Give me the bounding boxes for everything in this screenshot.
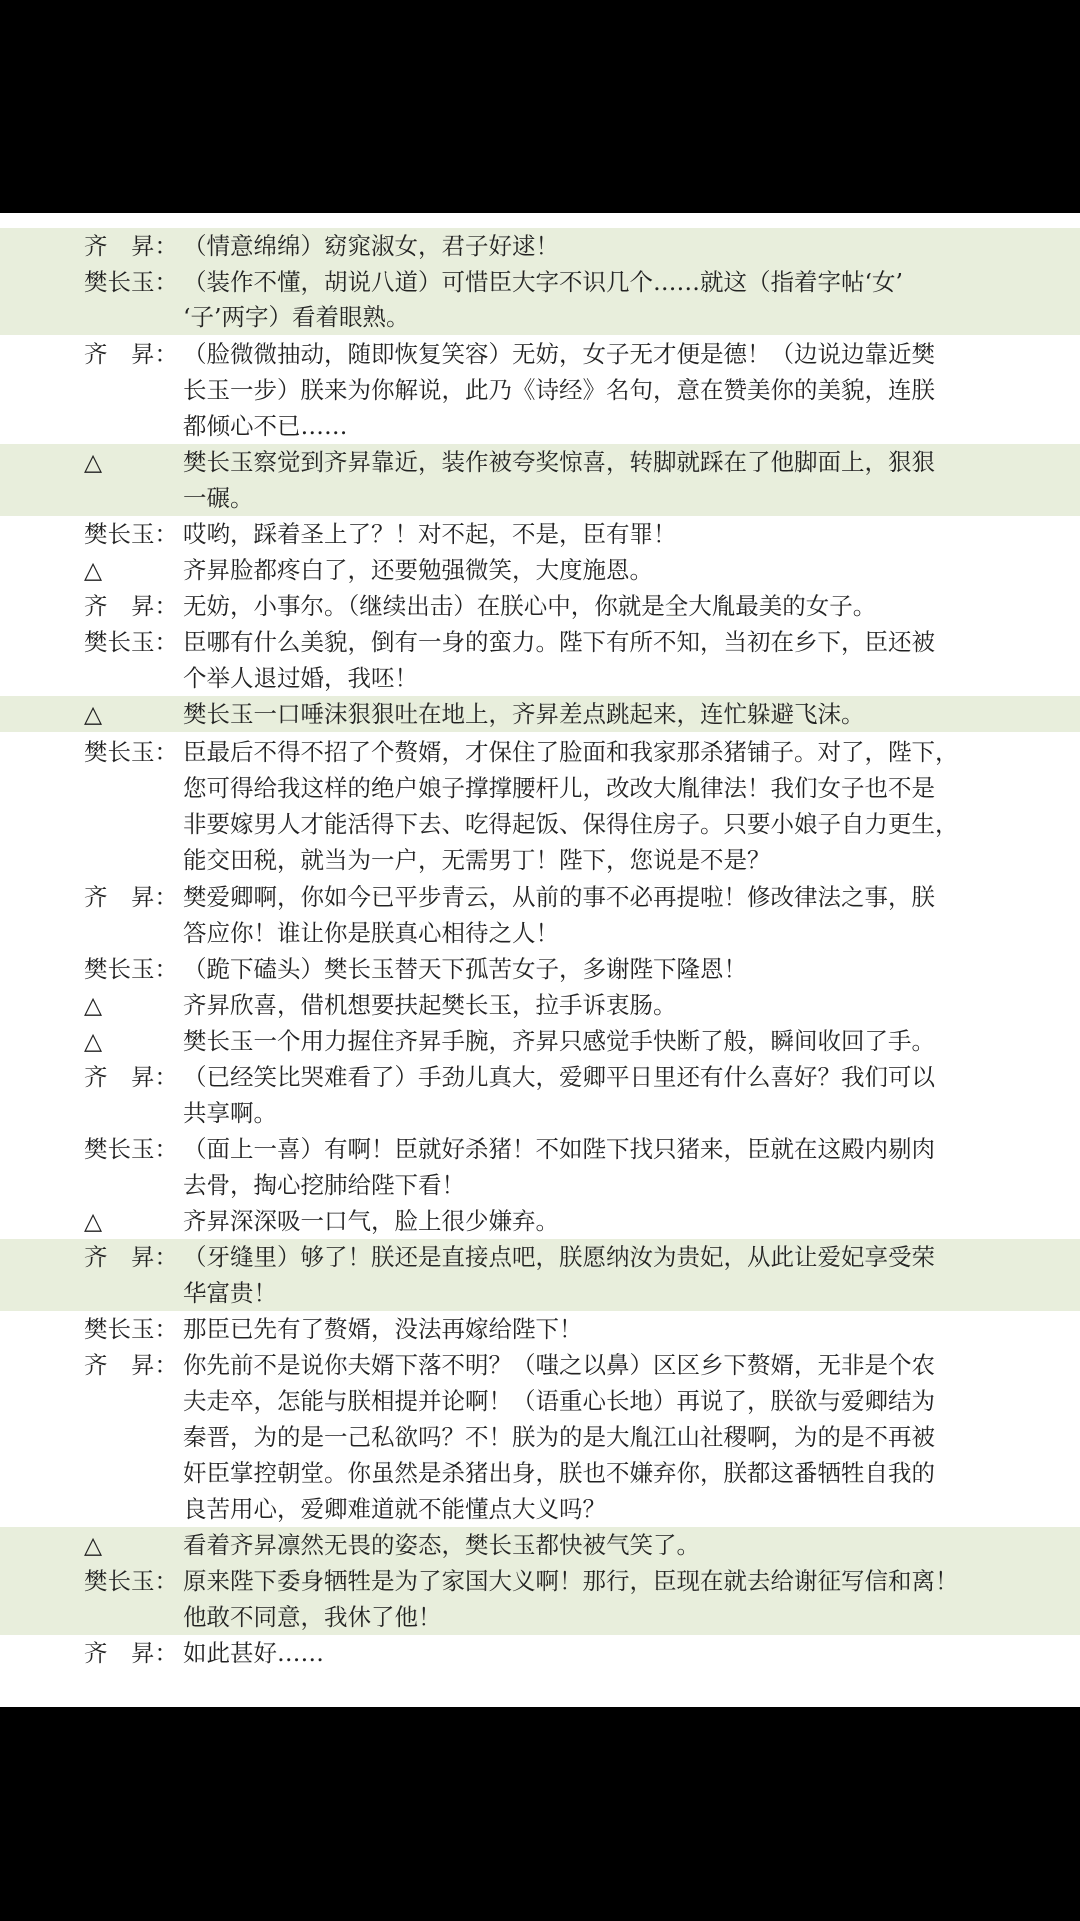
- script-line: [0, 444, 1080, 480]
- script-page: [0, 213, 1080, 1707]
- script-line: [0, 770, 1080, 806]
- dialogue-text: （脸微微抽动，随即恢复笑容）无妨，女子无才便是德！（边说边靠近樊: [183, 340, 935, 368]
- speaker-label: △: [84, 556, 103, 584]
- dialogue-text: 长玉一步）朕来为你解说，此乃《诗经》名句，意在赞美你的美貌，连朕: [183, 376, 935, 404]
- dialogue-text: 如此甚好……: [183, 1639, 324, 1667]
- speaker-label: △: [84, 448, 103, 476]
- script-line: [0, 1059, 1080, 1095]
- dialogue-text: 去骨，掏心挖肺给陛下看！: [183, 1171, 465, 1199]
- speaker-label: 樊长玉：: [84, 1135, 178, 1163]
- script-line: [0, 1023, 1080, 1059]
- dialogue-text: （已经笑比哭难看了）手劲儿真大，爱卿平日里还有什么喜好？我们可以: [183, 1063, 935, 1091]
- dialogue-text: 一碾。: [183, 484, 254, 512]
- script-line: [0, 1167, 1080, 1203]
- script-line: [0, 552, 1080, 588]
- speaker-label: 齐 昇：: [84, 1639, 178, 1667]
- dialogue-text: 非要嫁男人才能活得下去、吃得起饭、保得住房子。只要小娘子自力更生，: [183, 810, 959, 838]
- script-line: [0, 228, 1080, 264]
- script-line: [0, 951, 1080, 987]
- speaker-label: 齐 昇：: [84, 340, 178, 368]
- dialogue-text: 您可得给我这样的绝户娘子撑撑腰杆儿，改改大胤律法！我们女子也不是: [183, 774, 935, 802]
- dialogue-text: 华富贵！: [183, 1279, 277, 1307]
- script-line: [0, 1635, 1080, 1671]
- dialogue-text: 能交田税，就当为一户，无需男丁！陛下，您说是不是？: [183, 846, 771, 874]
- dialogue-text: 奸臣掌控朝堂。你虽然是杀猪出身，朕也不嫌弃你，朕都这番牺牲自我的: [183, 1459, 935, 1487]
- speaker-label: 齐 昇：: [84, 883, 178, 911]
- script-line: [0, 372, 1080, 408]
- script-line: [0, 264, 1080, 300]
- dialogue-text: 樊长玉一个用力握住齐昇手腕，齐昇只感觉手快断了般，瞬间收回了手。: [183, 1027, 935, 1055]
- script-line: [0, 1383, 1080, 1419]
- dialogue-text: 无妨，小事尔。（继续出击）在朕心中，你就是全大胤最美的女子。: [183, 592, 877, 620]
- dialogue-text: 个举人退过婚，我呸！: [183, 664, 418, 692]
- speaker-label: 樊长玉：: [84, 1315, 178, 1343]
- script-line: [0, 915, 1080, 951]
- script-line: [0, 1311, 1080, 1347]
- dialogue-text: （跪下磕头）樊长玉替天下孤苦女子，多谢陛下隆恩！: [183, 955, 747, 983]
- speaker-label: △: [84, 1207, 103, 1235]
- script-line: [0, 588, 1080, 624]
- script-line: [0, 696, 1080, 732]
- speaker-label: △: [84, 1531, 103, 1559]
- dialogue-text: 臣哪有什么美貌，倒有一身的蛮力。陛下有所不知，当初在乡下，臣还被: [183, 628, 935, 656]
- dialogue-text: 看着齐昇凛然无畏的姿态，樊长玉都快被气笑了。: [183, 1531, 700, 1559]
- speaker-label: △: [84, 700, 103, 728]
- script-line: [0, 842, 1080, 878]
- dialogue-text: 那臣已先有了赘婿，没法再嫁给陛下！: [183, 1315, 583, 1343]
- script-line: [0, 1455, 1080, 1491]
- dialogue-text: （面上一喜）有啊！臣就好杀猪！不如陛下找只猪来，臣就在这殿内剔肉: [183, 1135, 935, 1163]
- script-line: [0, 1563, 1080, 1599]
- script-line: [0, 624, 1080, 660]
- script-line: [0, 1275, 1080, 1311]
- dialogue-text: （牙缝里）够了！朕还是直接点吧，朕愿纳汝为贵妃，从此让爱妃享受荣: [183, 1243, 935, 1271]
- script-line: [0, 879, 1080, 915]
- dialogue-text: 臣最后不得不招了个赘婿，才保住了脸面和我家那杀猪铺子。对了，陛下，: [183, 738, 959, 766]
- dialogue-text: 原来陛下委身牺牲是为了家国大义啊！那行，臣现在就去给谢征写信和离！: [183, 1567, 959, 1595]
- speaker-label: 樊长玉：: [84, 628, 178, 656]
- dialogue-text: 樊长玉察觉到齐昇靠近，装作被夸奖惊喜，转脚就踩在了他脚面上，狠狠: [183, 448, 935, 476]
- speaker-label: 齐 昇：: [84, 1243, 178, 1271]
- speaker-label: 齐 昇：: [84, 592, 178, 620]
- script-line: [0, 299, 1080, 335]
- script-line: [0, 1599, 1080, 1635]
- dialogue-text: ‘子’两字）看着眼熟。: [183, 303, 410, 331]
- dialogue-text: 齐昇脸都疼白了，还要勉强微笑，大度施恩。: [183, 556, 653, 584]
- script-line: [0, 1347, 1080, 1383]
- script-line: [0, 660, 1080, 696]
- dialogue-text: 他敢不同意，我休了他！: [183, 1603, 442, 1631]
- script-line: [0, 1131, 1080, 1167]
- speaker-label: 樊长玉：: [84, 1567, 178, 1595]
- script-line: [0, 1491, 1080, 1527]
- dialogue-text: 都倾心不已……: [183, 412, 348, 440]
- dialogue-text: （情意绵绵）窈窕淑女，君子好逑！: [183, 232, 559, 260]
- speaker-label: 齐 昇：: [84, 1351, 178, 1379]
- script-line: [0, 1527, 1080, 1563]
- dialogue-text: 你先前不是说你夫婿下落不明？（嗤之以鼻）区区乡下赘婿，无非是个农: [183, 1351, 935, 1379]
- dialogue-text: 良苦用心，爱卿难道就不能懂点大义吗？: [183, 1495, 606, 1523]
- script-line: [0, 806, 1080, 842]
- speaker-label: 樊长玉：: [84, 268, 178, 296]
- speaker-label: 齐 昇：: [84, 232, 178, 260]
- script-line: [0, 1203, 1080, 1239]
- dialogue-text: 樊爱卿啊，你如今已平步青云，从前的事不必再提啦！修改律法之事，朕: [183, 883, 935, 911]
- script-line: [0, 408, 1080, 444]
- dialogue-text: 齐昇欣喜，借机想要扶起樊长玉，拉手诉衷肠。: [183, 991, 677, 1019]
- script-line: [0, 480, 1080, 516]
- dialogue-text: 哎哟，踩着圣上了？！对不起，不是，臣有罪！: [183, 520, 677, 548]
- dialogue-text: 共享啊。: [183, 1099, 277, 1127]
- script-line: [0, 734, 1080, 770]
- script-line: [0, 987, 1080, 1023]
- speaker-label: 樊长玉：: [84, 738, 178, 766]
- speaker-label: 樊长玉：: [84, 955, 178, 983]
- speaker-label: △: [84, 1027, 103, 1055]
- dialogue-text: 樊长玉一口唾沫狠狠吐在地上，齐昇差点跳起来，连忙躲避飞沫。: [183, 700, 865, 728]
- dialogue-text: 秦晋，为的是一己私欲吗？不！朕为的是大胤江山社稷啊，为的是不再被: [183, 1423, 935, 1451]
- speaker-label: △: [84, 991, 103, 1019]
- dialogue-text: 齐昇深深吸一口气，脸上很少嫌弃。: [183, 1207, 559, 1235]
- script-line: [0, 1095, 1080, 1131]
- dialogue-text: 答应你！谁让你是朕真心相待之人！: [183, 919, 559, 947]
- script-line: [0, 1239, 1080, 1275]
- speaker-label: 樊长玉：: [84, 520, 178, 548]
- speaker-label: 齐 昇：: [84, 1063, 178, 1091]
- dialogue-text: （装作不懂，胡说八道）可惜臣大字不识几个……就这（指着字帖‘女’: [183, 268, 903, 296]
- script-line: [0, 1419, 1080, 1455]
- script-line: [0, 516, 1080, 552]
- script-line: [0, 336, 1080, 372]
- dialogue-text: 夫走卒，怎能与朕相提并论啊！（语重心长地）再说了，朕欲与爱卿结为: [183, 1387, 935, 1415]
